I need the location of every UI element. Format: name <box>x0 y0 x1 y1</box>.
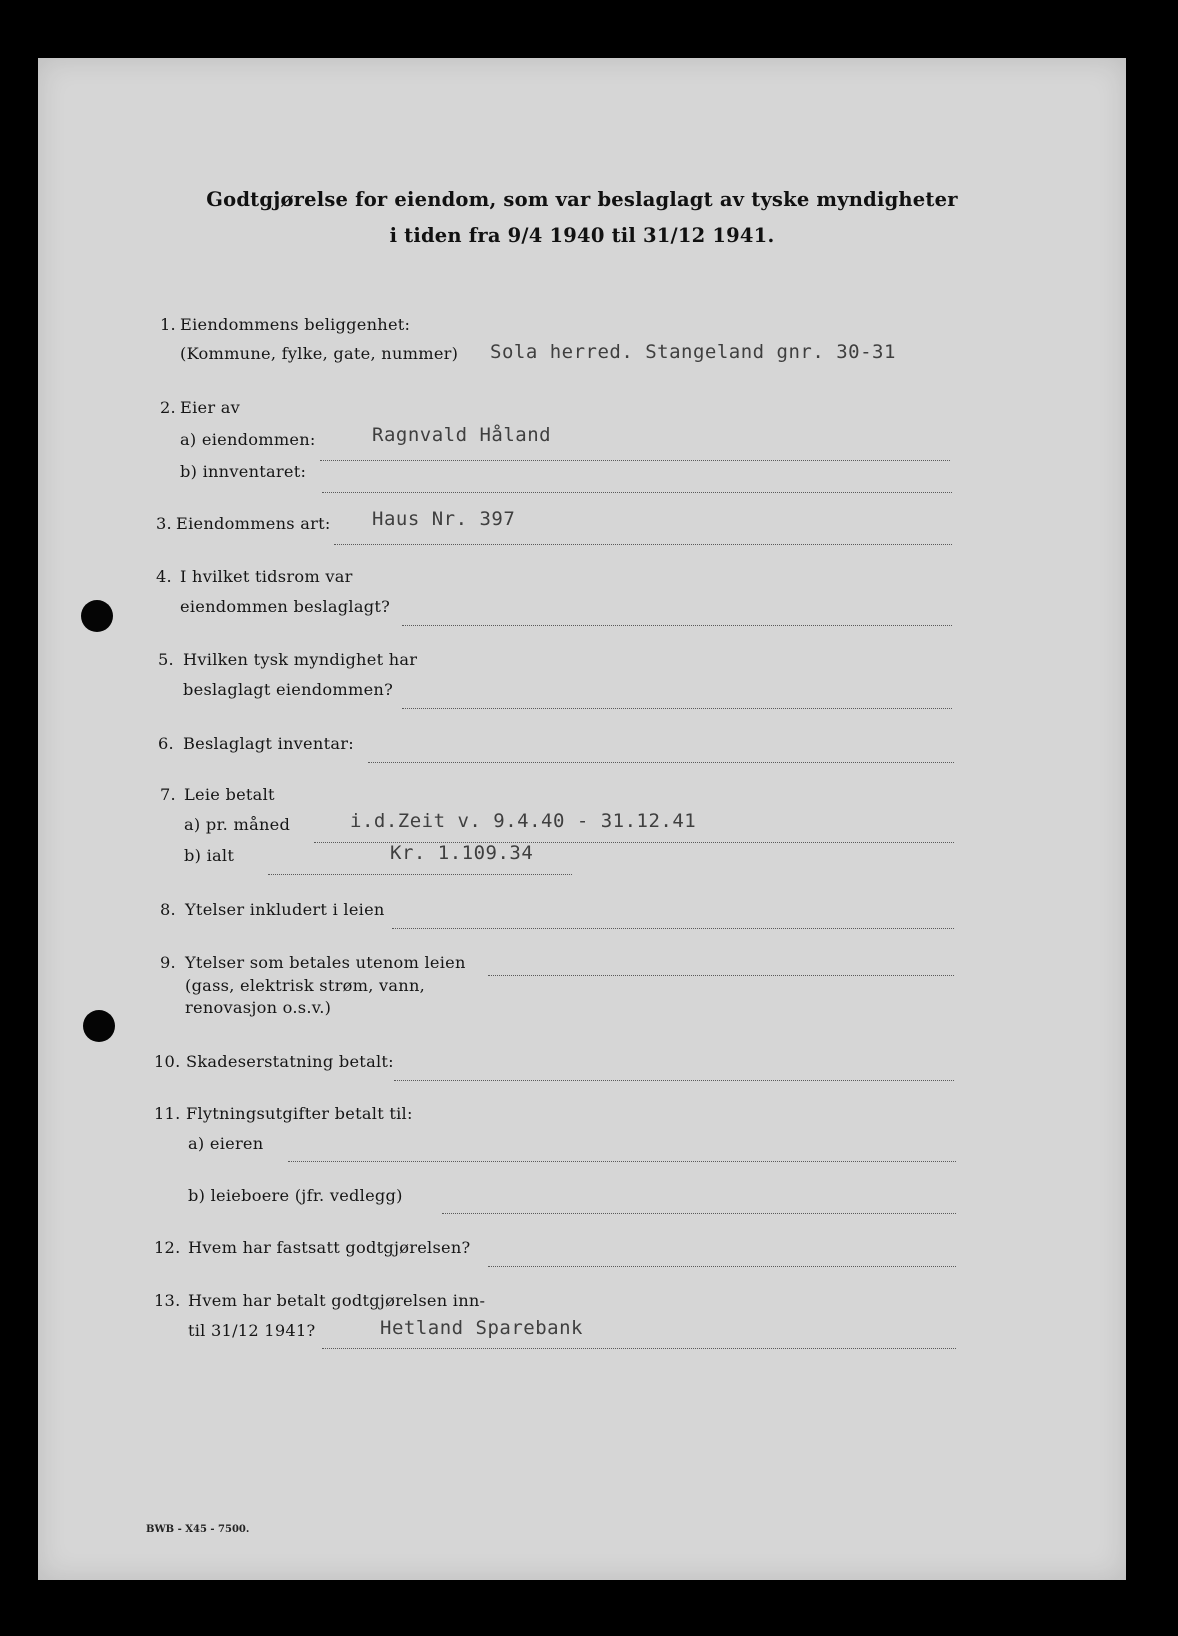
q11b-label: b) leieboere (jfr. vedlegg) <box>188 1186 403 1205</box>
q2b-label: b) innventaret: <box>180 462 307 481</box>
q4-label: I hvilket tidsrom var <box>180 567 353 586</box>
q3-answer: Haus Nr. 397 <box>372 508 516 530</box>
punch-hole-top <box>81 600 113 632</box>
form-sheet <box>38 58 1126 1580</box>
q5-fill-line <box>402 708 952 709</box>
q6-label: Beslaglagt inventar: <box>183 734 354 753</box>
q11a-fill-line <box>288 1161 956 1162</box>
q10-label: Skadeserstatning betalt: <box>186 1052 394 1071</box>
punch-hole-bottom <box>83 1010 115 1042</box>
q11-label: Flytningsutgifter betalt til: <box>186 1104 413 1123</box>
q7b-label: b) ialt <box>184 846 235 865</box>
q8-number: 8. <box>160 900 176 919</box>
q2a-answer: Ragnvald Håland <box>372 424 552 446</box>
q10-fill-line <box>394 1080 954 1081</box>
q9-number: 9. <box>160 953 176 972</box>
q2-number: 2. <box>160 398 176 417</box>
q7-label: Leie betalt <box>184 785 275 804</box>
q13-sublabel: til 31/12 1941? <box>188 1321 316 1340</box>
q10-number: 10. <box>154 1052 181 1071</box>
q9-label: Ytelser som betales utenom leien <box>185 953 466 972</box>
q11-number: 11. <box>154 1104 181 1123</box>
q6-number: 6. <box>158 734 174 753</box>
q11a-label: a) eieren <box>188 1134 264 1153</box>
q1-label: Eiendommens beliggenhet: <box>180 315 411 334</box>
q6-fill-line <box>368 762 954 763</box>
q5-sublabel: beslaglagt eiendommen? <box>183 680 394 699</box>
q9-sublabel-1: (gass, elektrisk strøm, vann, <box>185 976 426 995</box>
q7b-answer: Kr. 1.109.34 <box>390 842 534 864</box>
q12-label: Hvem har fastsatt godtgjørelsen? <box>188 1238 471 1257</box>
q4-sublabel: eiendommen beslaglagt? <box>180 597 391 616</box>
q1-number: 1. <box>160 315 176 334</box>
q13-label: Hvem har betalt godtgjørelsen inn- <box>188 1291 486 1310</box>
q7a-answer: i.d.Zeit v. 9.4.40 - 31.12.41 <box>350 810 697 832</box>
q13-number: 13. <box>154 1291 181 1310</box>
printer-footer: BWB - X45 - 7500. <box>146 1524 250 1535</box>
q1-answer: Sola herred. Stangeland gnr. 30-31 <box>490 341 896 363</box>
q13-answer: Hetland Sparebank <box>380 1317 583 1339</box>
q8-label: Ytelser inkludert i leien <box>185 900 385 919</box>
q2b-fill-line <box>322 492 952 493</box>
q12-fill-line <box>488 1266 956 1267</box>
q7b-fill-line <box>268 874 572 875</box>
q4-fill-line <box>402 625 952 626</box>
q9-sublabel-2: renovasjon o.s.v.) <box>185 998 332 1017</box>
q7-number: 7. <box>160 785 176 804</box>
q2a-label: a) eiendommen: <box>180 430 316 449</box>
q2-label: Eier av <box>180 398 241 417</box>
q13-fill-line <box>322 1348 956 1349</box>
q4-number: 4. <box>156 567 172 586</box>
q1-sublabel: (Kommune, fylke, gate, nummer) <box>180 344 459 363</box>
q8-fill-line <box>392 928 954 929</box>
q5-label: Hvilken tysk myndighet har <box>183 650 418 669</box>
q7a-label: a) pr. måned <box>184 815 291 834</box>
form-title-line-1: Godtgjørelse for eiendom, som var beslaglagt av tyske myndigheter <box>206 188 958 211</box>
q11b-fill-line <box>442 1213 956 1214</box>
q2a-fill-line <box>320 460 950 461</box>
q3-number: 3. <box>156 514 172 533</box>
form-title-line-2: i tiden fra 9/4 1940 til 31/12 1941. <box>389 224 775 247</box>
q5-number: 5. <box>158 650 174 669</box>
q3-fill-line <box>334 544 952 545</box>
q9-fill-line <box>488 975 954 976</box>
q3-label: Eiendommens art: <box>176 514 331 533</box>
q12-number: 12. <box>154 1238 181 1257</box>
